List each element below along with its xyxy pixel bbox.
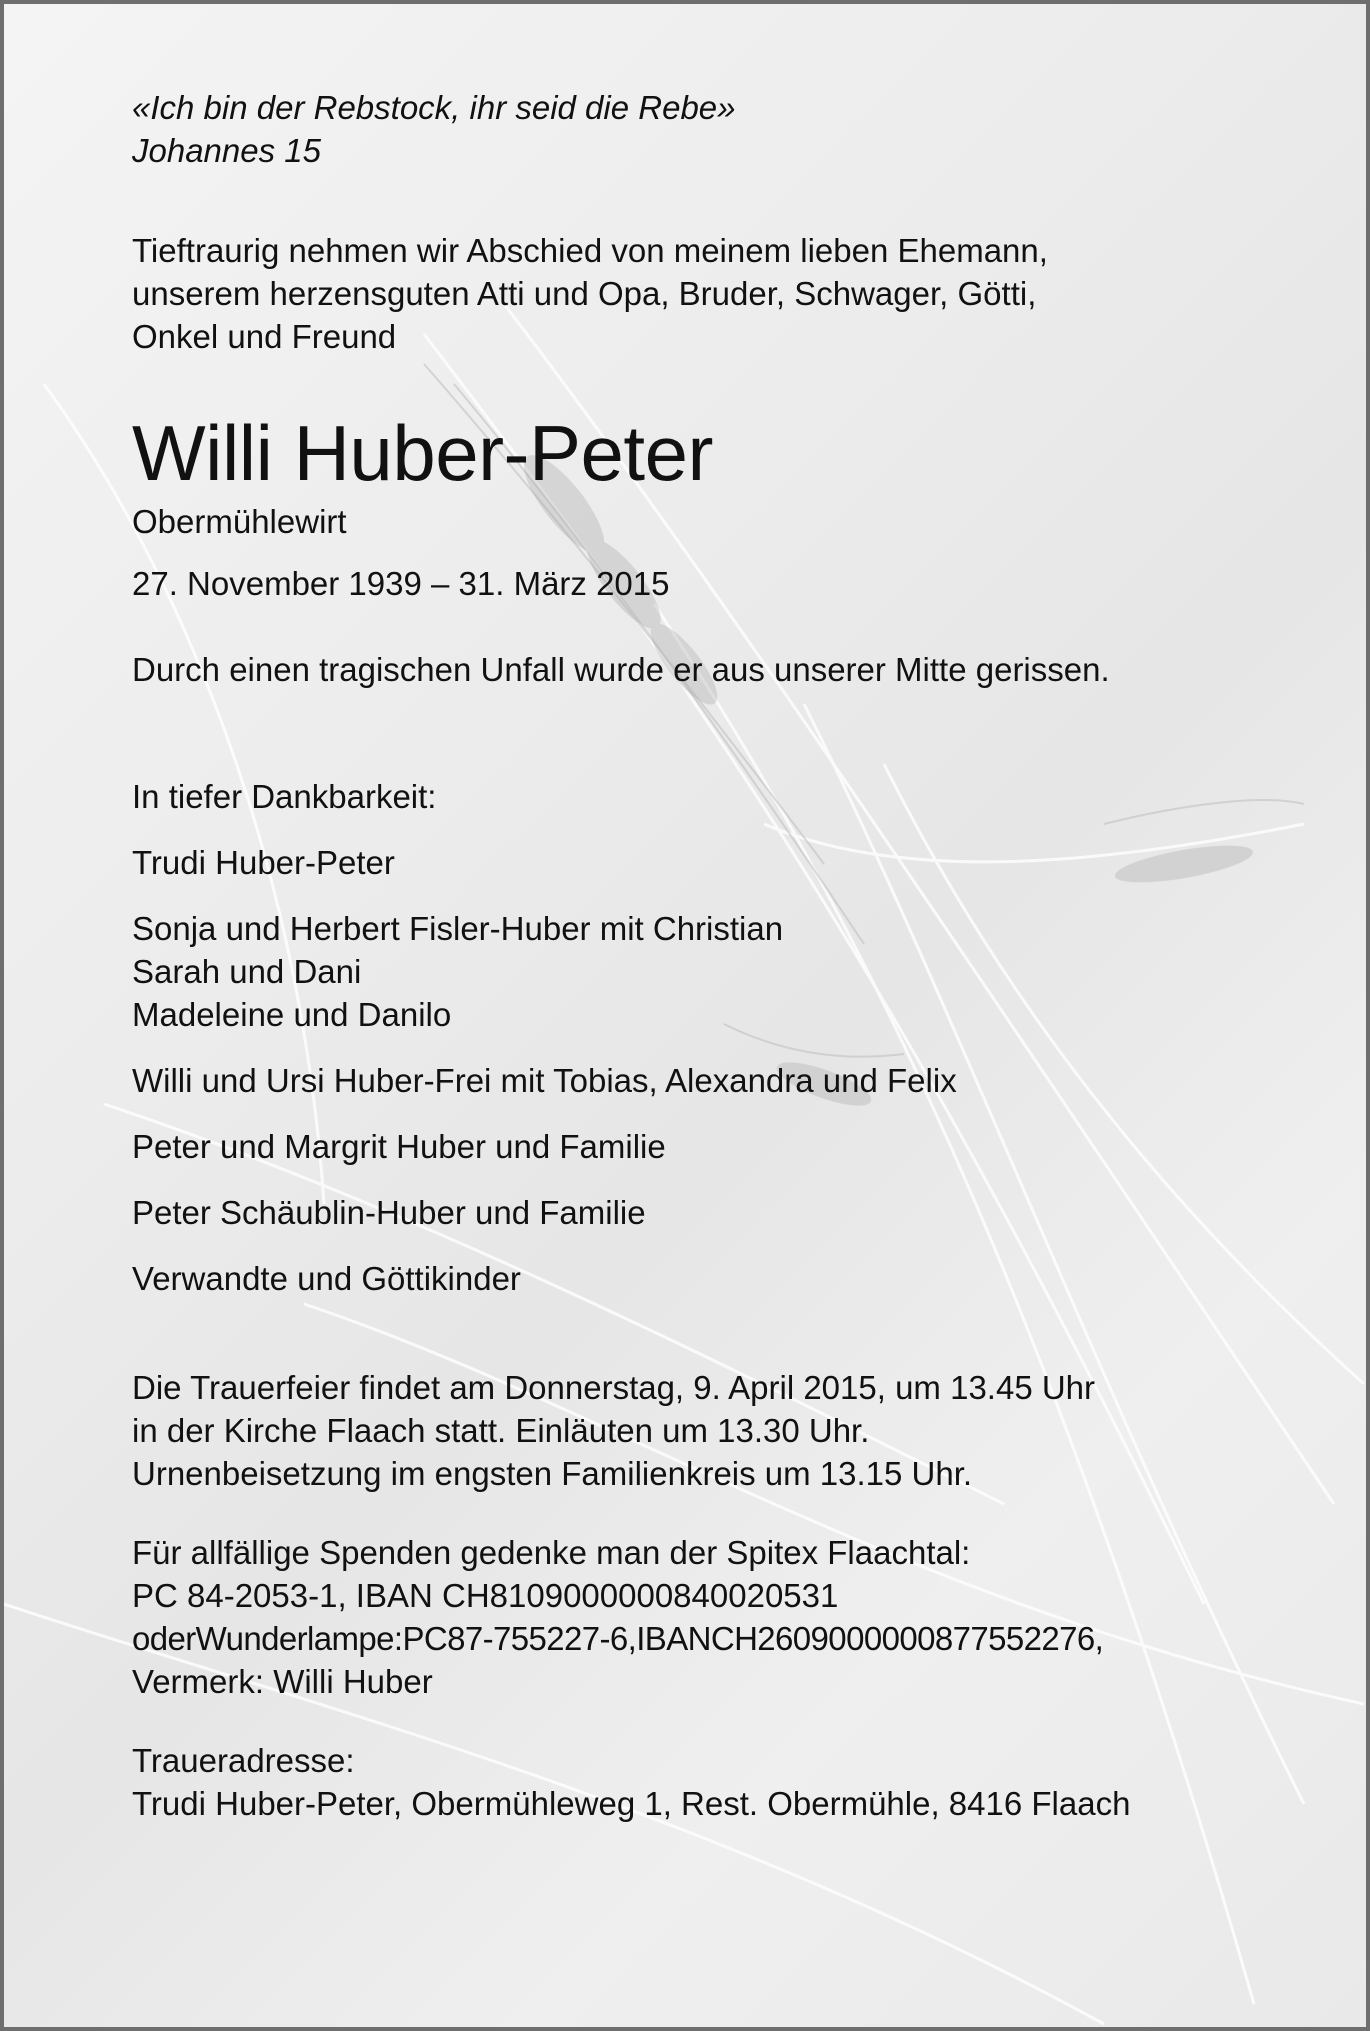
donation-info-line: Für allfällige Spenden gedenke man der Spitex Flaachtal:: [132, 1534, 971, 1571]
bible-quote-source: Johannes 15: [132, 132, 321, 169]
mourner-entry: Peter und Margrit Huber und Familie: [132, 1128, 666, 1165]
bible-quote: «Ich bin der Rebstock, ihr seid die Rebe»: [132, 89, 736, 126]
intro-line: Onkel und Freund: [132, 318, 397, 355]
notice-content: [132, 86, 1272, 1825]
cause-statement: Durch einen tragischen Unfall wurde er aus unserer Mitte gerissen.: [132, 651, 1110, 688]
deceased-title: Obermühlewirt: [132, 503, 347, 540]
mourner-entry: Madeleine und Danilo: [132, 996, 452, 1033]
service-info-line: Die Trauerfeier findet am Donnerstag, 9. April 2015, um 13.45 Uhr: [132, 1369, 1096, 1406]
mourner-entry: Trudi Huber-Peter: [132, 844, 395, 881]
mourning-address: Trudi Huber-Peter, Obermühleweg 1, Rest. Obermühle, 8416 Flaach: [132, 1785, 1131, 1822]
deceased-name: Willi Huber-Peter: [132, 409, 713, 497]
address-heading: Traueradresse:: [132, 1742, 355, 1779]
mourner-entry: Peter Schäublin-Huber und Familie: [132, 1194, 646, 1231]
service-info-line: Urnenbeisetzung im engsten Familienkreis um 13.15 Uhr.: [132, 1455, 973, 1492]
intro-line: unserem herzensguten Atti und Opa, Bruder, Schwager, Götti,: [132, 275, 1037, 312]
mourner-entry: Willi und Ursi Huber-Frei mit Tobias, Alexandra und Felix: [132, 1062, 957, 1099]
donation-info-line: oderWunderlampe:PC87-755227-6,IBANCH2609000000877552276,: [132, 1620, 1104, 1657]
mourner-entry: Verwandte und Göttikinder: [132, 1260, 521, 1297]
donation-info-line: Vermerk: Willi Huber: [132, 1663, 433, 1700]
donation-info-line: PC 84-2053-1, IBAN CH8109000000840020531: [132, 1577, 839, 1614]
mourner-entry: Sarah und Dani: [132, 953, 362, 990]
life-dates: 27. November 1939 – 31. März 2015: [132, 565, 670, 602]
mourners-heading: In tiefer Dankbarkeit:: [132, 778, 437, 815]
service-info-line: in der Kirche Flaach statt. Einläuten um 13.30 Uhr.: [132, 1412, 870, 1449]
mourner-entry: Sonja und Herbert Fisler-Huber mit Christian: [132, 910, 784, 947]
intro-line: Tieftraurig nehmen wir Abschied von meinem lieben Ehemann,: [132, 232, 1048, 269]
